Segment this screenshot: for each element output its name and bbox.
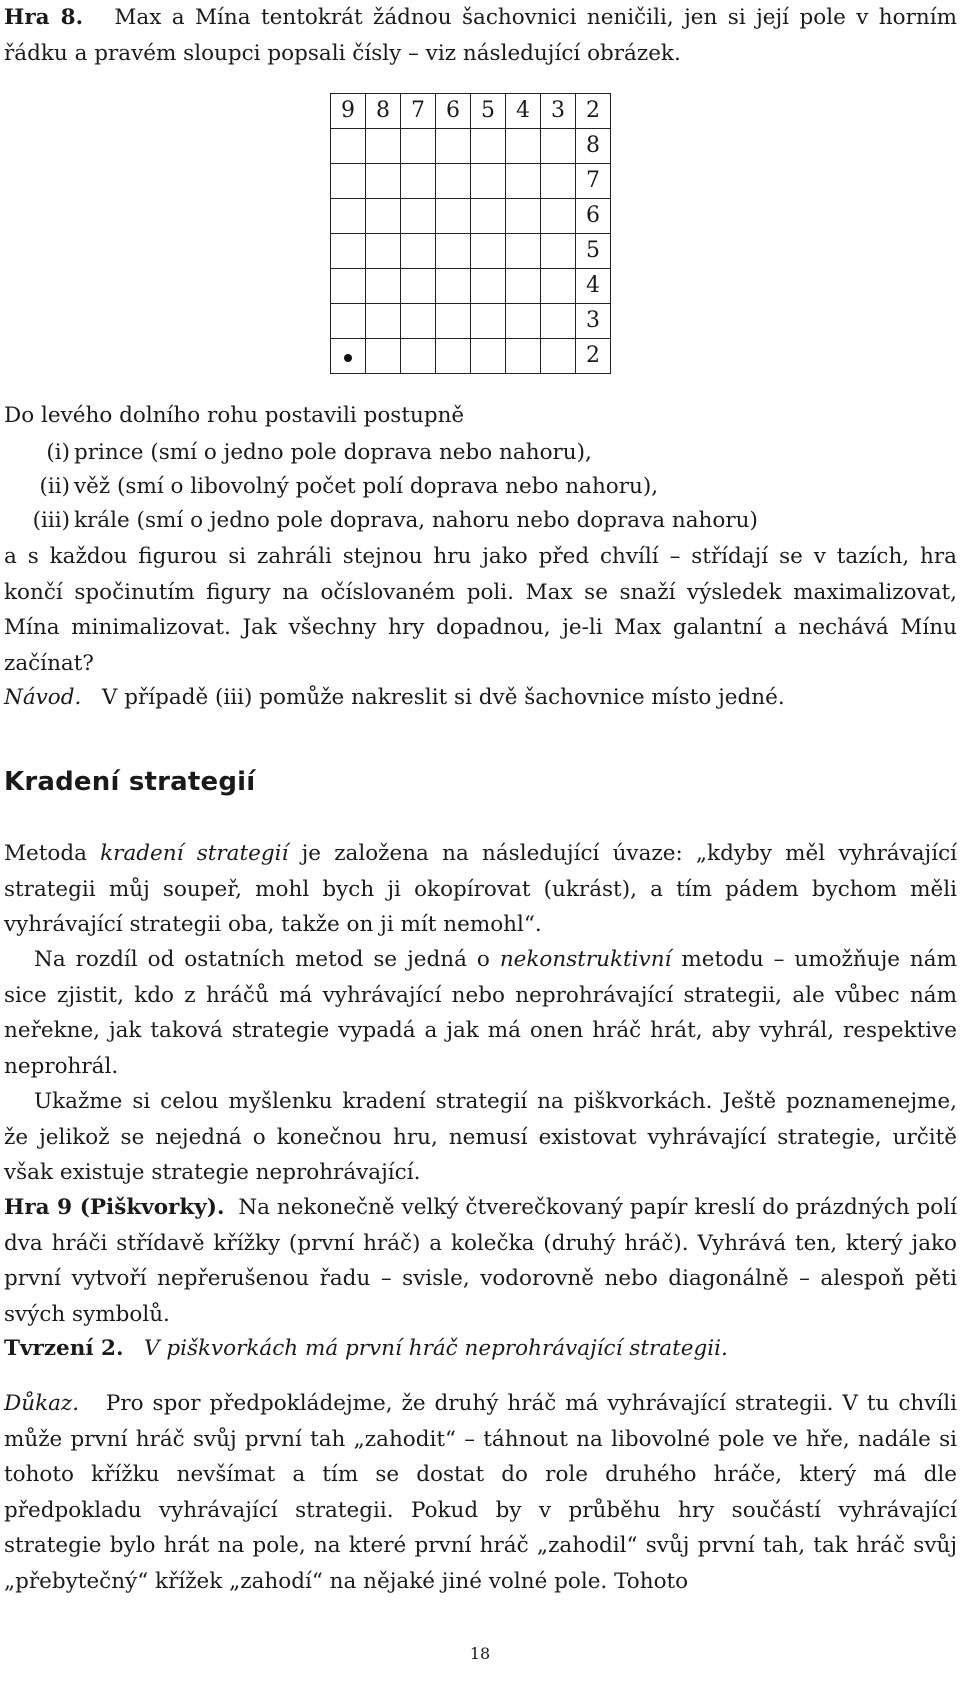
nonconstructive-paragraph bbox=[4, 942, 957, 1084]
board-square bbox=[401, 339, 436, 374]
piece-number: (i) bbox=[46, 440, 70, 465]
board-top-label: 2 bbox=[576, 94, 611, 129]
game-9-text: Na nekonečně velký čtverečkovaný papír kreslí do prázdných polí dva hráči střídavě křížky (první hráč) a kolečka (druhý hráč). Vyhrává ten, který jako první vytvoří nepřerušenou řadu – svisle, vodorovně nebo diagonálně – alespoň pěti svých symbolů. bbox=[4, 1195, 957, 1327]
proof-text: Pro spor předpokládejme, že druhý hráč má vyhrávající strategii. V tu chvíli může první hráč svůj první tah „zahodit“ – táhnout na libovolné pole ve hře, nadále si tohoto křížku nevšímat a tím se dostat do role druhého hráče, který má dle předpokladu vyhrávající strategii. Pokud by v průběhu hry součástí vyhrávající strategie bylo hrát na pole, na které první hráč „zahodil“ svůj první tah, tak hráč svůj „přebytečný“ křížek „zahodí“ na nějaké jiné volné pole. Tohoto bbox=[4, 1391, 957, 1594]
board-square bbox=[366, 234, 401, 269]
setup-paragraph bbox=[4, 398, 957, 434]
board-square bbox=[541, 339, 576, 374]
piece-number: (ii) bbox=[39, 474, 70, 499]
board-square bbox=[506, 304, 541, 339]
board-top-label: 7 bbox=[401, 94, 436, 129]
piece-item bbox=[4, 504, 758, 538]
board-square bbox=[366, 199, 401, 234]
game-8-text: Max a Mína tentokrát žádnou šachovnici neničili, jen si její pole v horním řádku a pravém sloupci popsali čísly – viz následující obrázek. bbox=[4, 5, 957, 66]
board-square bbox=[401, 234, 436, 269]
board-right-label: 5 bbox=[576, 234, 611, 269]
board-square bbox=[331, 234, 366, 269]
board-square bbox=[366, 304, 401, 339]
section-title: Kradení strategií bbox=[4, 767, 256, 797]
pieces-list bbox=[4, 436, 758, 538]
nonconstructive-term: nekonstruktivní bbox=[499, 947, 672, 972]
board-square bbox=[541, 269, 576, 304]
tictactoe-intro-paragraph bbox=[4, 1084, 957, 1191]
board-square bbox=[506, 129, 541, 164]
board-square bbox=[401, 129, 436, 164]
piece-item bbox=[4, 436, 758, 470]
board-right-label: 6 bbox=[576, 199, 611, 234]
board-square bbox=[366, 339, 401, 374]
claim-label: Tvrzení 2. bbox=[4, 1336, 124, 1361]
board-square bbox=[471, 164, 506, 199]
board-square bbox=[436, 269, 471, 304]
board-square bbox=[331, 164, 366, 199]
board-square bbox=[401, 269, 436, 304]
board-square bbox=[541, 199, 576, 234]
board-top-label: 3 bbox=[541, 94, 576, 129]
tictactoe-intro-text: Ukažme si celou myšlenku kradení strategií na piškvorkách. Ještě poznamenejme, že jelikož se nejedná o konečnou hru, nemusí existovat vyhrávající strategie, určitě však existuje strategie neprohrávající. bbox=[4, 1089, 957, 1185]
board-square bbox=[471, 269, 506, 304]
start-position-dot-icon bbox=[344, 354, 352, 362]
board-square bbox=[436, 304, 471, 339]
board-square bbox=[331, 304, 366, 339]
game-8-paragraph bbox=[4, 0, 957, 71]
board-square bbox=[366, 269, 401, 304]
piece-text: prince (smí o jedno pole doprava nebo nahoru), bbox=[74, 440, 592, 465]
board-right-label: 8 bbox=[576, 129, 611, 164]
method-text-start: Metoda bbox=[4, 841, 101, 866]
board-square bbox=[471, 234, 506, 269]
nonconstructive-text-start: Na rozdíl od ostatních metod se jedná o bbox=[34, 947, 500, 972]
board-square bbox=[506, 199, 541, 234]
board-square bbox=[541, 129, 576, 164]
board-square bbox=[401, 304, 436, 339]
method-text-end: je založena na následující úvaze: „kdyby měl vyhrávající strategii můj soupeř, mohl bych ji okopírovat (ukrást), a tím pádem bychom měli vyhrávající strategii oba, takže on ji mít nemohl“. bbox=[4, 841, 957, 937]
board-right-label: 7 bbox=[576, 164, 611, 199]
board-square bbox=[331, 339, 366, 374]
board-square bbox=[471, 339, 506, 374]
game-rules-paragraph bbox=[4, 539, 957, 681]
board-square bbox=[401, 164, 436, 199]
board-square bbox=[471, 129, 506, 164]
proof-label: Důkaz. bbox=[4, 1391, 80, 1416]
board-right-label: 2 bbox=[576, 339, 611, 374]
piece-item bbox=[4, 470, 758, 504]
board-square bbox=[401, 199, 436, 234]
board-square bbox=[331, 199, 366, 234]
game-8-label: Hra 8. bbox=[4, 5, 84, 30]
hint-label: Návod. bbox=[4, 685, 82, 710]
board-square bbox=[366, 129, 401, 164]
board-top-label: 9 bbox=[331, 94, 366, 129]
piece-text: krále (smí o jedno pole doprava, nahoru nebo doprava nahoru) bbox=[74, 508, 758, 533]
nonconstructive-text-end: metodu – umožňuje nám sice zjistit, kdo z hráčů má vyhrávající nebo neprohrávající strategii, ale vůbec nám neřekne, jak taková strategie vypadá a jak má onen hráč hrát, aby vyhrál, respektive neprohrál. bbox=[4, 947, 957, 1079]
board-square bbox=[506, 234, 541, 269]
numbered-chessboard bbox=[330, 93, 611, 374]
proof-paragraph bbox=[4, 1386, 957, 1599]
board-square bbox=[366, 164, 401, 199]
board-square bbox=[506, 339, 541, 374]
method-term: kradení strategií bbox=[100, 841, 289, 866]
piece-number: (iii) bbox=[32, 508, 70, 533]
game-rules-text: a s každou figurou si zahráli stejnou hru jako před chvílí – střídají se v tazích, hra končí spočinutím figury na očíslovaném poli. Max se snaží výsledek maximalizovat, Mína minimalizovat. Jak všechny hry dopadnou, je-li Max galantní a nechává Mínu začínat? bbox=[4, 544, 957, 676]
claim-paragraph bbox=[4, 1331, 957, 1367]
board-top-label: 6 bbox=[436, 94, 471, 129]
board-square bbox=[506, 269, 541, 304]
board-right-label: 4 bbox=[576, 269, 611, 304]
hint-text: V případě (iii) pomůže nakreslit si dvě šachovnice místo jedné. bbox=[101, 685, 785, 710]
page-number: 18 bbox=[469, 1644, 491, 1663]
board-square bbox=[471, 199, 506, 234]
method-paragraph bbox=[4, 836, 957, 943]
board-right-label: 3 bbox=[576, 304, 611, 339]
board-square bbox=[541, 164, 576, 199]
piece-text: věž (smí o libovolný počet polí doprava nebo nahoru), bbox=[74, 474, 659, 499]
board-square bbox=[541, 304, 576, 339]
board-square bbox=[506, 164, 541, 199]
hint-paragraph bbox=[4, 680, 957, 716]
board-square bbox=[331, 269, 366, 304]
claim-text: V piškvorkách má první hráč neprohrávající strategii. bbox=[143, 1336, 728, 1361]
board-square bbox=[331, 129, 366, 164]
board-square bbox=[436, 199, 471, 234]
board-top-label: 4 bbox=[506, 94, 541, 129]
board-square bbox=[436, 164, 471, 199]
game-9-label: Hra 9 (Piškvorky). bbox=[4, 1195, 225, 1220]
board-top-label: 5 bbox=[471, 94, 506, 129]
board-square bbox=[541, 234, 576, 269]
board-square bbox=[471, 304, 506, 339]
board-square bbox=[436, 234, 471, 269]
board-square bbox=[436, 129, 471, 164]
board-top-label: 8 bbox=[366, 94, 401, 129]
board-square bbox=[436, 339, 471, 374]
setup-text: Do levého dolního rohu postavili postupně bbox=[4, 403, 465, 428]
game-9-paragraph bbox=[4, 1190, 957, 1332]
